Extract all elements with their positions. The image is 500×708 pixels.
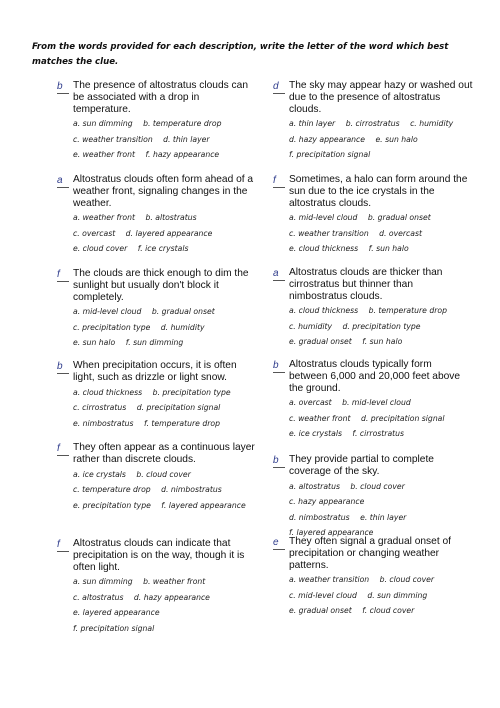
option-list — [73, 304, 257, 351]
question-item — [273, 536, 473, 626]
option: c. hazy appearance — [289, 497, 365, 507]
answer-line — [273, 280, 285, 281]
answer-letter[interactable]: b — [273, 360, 279, 371]
option: a. weather transition — [289, 575, 370, 585]
option: f. sun halo — [362, 337, 403, 347]
option: a. sun dimming — [73, 577, 133, 587]
answer-line — [273, 549, 285, 550]
option: d. overcast — [379, 228, 423, 238]
option: d. hazy appearance — [133, 592, 210, 602]
option: b. cirrostratus — [345, 119, 400, 129]
question-item — [57, 538, 257, 648]
option-list — [289, 395, 473, 442]
option: c. weather transition — [73, 134, 153, 144]
option: e. sun halo — [73, 338, 116, 348]
option: e. gradual onset — [289, 337, 352, 347]
option: b. temperature drop — [368, 306, 447, 316]
option: d. sun dimming — [367, 590, 428, 600]
option: e. precipitation type — [73, 500, 151, 510]
answer-line — [57, 455, 69, 456]
option-list — [289, 572, 473, 619]
option: e. nimbostratus — [73, 418, 134, 428]
option: f. precipitation signal — [73, 623, 155, 633]
option: d. hazy appearance — [289, 134, 365, 144]
option: b. cloud cover — [350, 481, 405, 491]
option: f. cirrostratus — [352, 429, 405, 439]
option-list — [73, 467, 257, 514]
option: c. humidity — [410, 119, 454, 129]
option: a. thin layer — [289, 119, 336, 129]
option: d. nimbostratus — [161, 485, 222, 495]
answer-line — [57, 281, 69, 282]
option: f. hazy appearance — [145, 150, 220, 160]
option: c. cirrostratus — [73, 403, 127, 413]
option: e. cloud cover — [73, 244, 128, 254]
option-list — [73, 574, 257, 636]
option: c. temperature drop — [73, 485, 151, 495]
option: b. gradual onset — [151, 307, 215, 317]
answer-letter[interactable]: f — [273, 175, 276, 186]
answer-letter[interactable]: a — [273, 268, 279, 279]
clue-text: Sometimes, a halo can form around the sun due to the ice crystals in the altostratus clouds. — [289, 174, 468, 209]
option: b. cloud cover — [136, 469, 191, 479]
option: f. temperature drop — [143, 418, 220, 428]
instructions: From the words provided for each description, write the letter of the word which best matches the clue. — [32, 42, 449, 67]
option: e. ice crystals — [289, 429, 342, 439]
option: a. cloud thickness — [73, 387, 143, 397]
question-item — [273, 267, 473, 359]
option: e. thin layer — [360, 512, 407, 522]
answer-letter[interactable]: b — [273, 455, 279, 466]
answer-letter[interactable]: d — [273, 81, 279, 92]
option: b. gradual onset — [367, 213, 431, 223]
answer-line — [273, 187, 285, 188]
answer-line — [57, 93, 69, 94]
option: b. precipitation type — [152, 387, 231, 397]
option: c. mid-level cloud — [289, 590, 357, 600]
clue-text: They provide partial to complete coverage of the sky. — [289, 454, 434, 477]
option: f. sun halo — [368, 244, 409, 254]
question-item — [273, 174, 473, 267]
clue-text: Altostratus clouds often form ahead of a weather front, signaling changes in the weather. — [73, 174, 254, 209]
answer-line — [57, 551, 69, 552]
answer-letter[interactable]: b — [57, 81, 63, 92]
option: b. cloud cover — [379, 575, 435, 585]
option: a. ice crystals — [73, 469, 126, 479]
option: a. weather front — [73, 213, 136, 223]
option: d. humidity — [160, 322, 205, 332]
option-list — [289, 116, 473, 163]
question-item — [273, 359, 473, 454]
option-list — [289, 210, 473, 257]
question-item — [57, 174, 257, 268]
answer-line — [57, 373, 69, 374]
option: e. weather front — [73, 150, 136, 160]
clue-text: The sky may appear hazy or washed out due to the presence of altostratus clouds. — [289, 80, 473, 115]
answer-line — [273, 467, 285, 468]
answer-line — [57, 187, 69, 188]
answer-line — [273, 372, 285, 373]
option: a. altostratus — [289, 481, 340, 491]
question-item — [57, 80, 257, 174]
question-item — [57, 442, 257, 538]
answer-letter[interactable]: f — [57, 269, 60, 280]
option: d. layered appearance — [125, 228, 213, 238]
option: f. sun dimming — [125, 338, 184, 348]
option: d. nimbostratus — [289, 512, 350, 522]
question-item — [273, 454, 473, 536]
option: f. precipitation signal — [289, 150, 371, 160]
option: e. layered appearance — [73, 608, 160, 618]
option: f. layered appearance — [161, 500, 246, 510]
option: b. mid-level cloud — [342, 398, 411, 408]
option: d. thin layer — [163, 134, 210, 144]
option-list — [73, 385, 257, 432]
question-item — [57, 268, 257, 360]
clue-text: Altostratus clouds typically form between 6,000 and 20,000 feet above the ground. — [289, 359, 461, 394]
question-item — [273, 80, 473, 174]
right-column — [273, 80, 473, 626]
option: e. sun halo — [375, 134, 418, 144]
clue-text: Altostratus clouds can indicate that precipitation is on the way, though it is often light. — [73, 538, 245, 573]
option: c. altostratus — [73, 592, 124, 602]
option: f. layered appearance — [289, 528, 374, 538]
clue-text: The clouds are thick enough to dim the sunlight but usually don't block it completely. — [73, 268, 249, 303]
clue-text: They often appear as a continuous layer rather than discrete clouds. — [73, 442, 255, 465]
answer-letter[interactable]: f — [57, 539, 60, 550]
answer-letter[interactable]: f — [57, 443, 60, 454]
answer-letter[interactable]: b — [57, 361, 63, 372]
option-list — [289, 479, 473, 541]
option-list — [289, 303, 473, 350]
option: a. overcast — [289, 398, 332, 408]
left-column — [57, 80, 257, 648]
clue-text: They often signal a gradual onset of precipitation or changing weather patterns. — [289, 536, 451, 571]
question-item — [57, 360, 257, 442]
option: d. precipitation type — [342, 321, 421, 331]
option: b. weather front — [143, 577, 206, 587]
option: f. ice crystals — [137, 244, 189, 254]
option: a. mid-level cloud — [73, 307, 142, 317]
clue-text: When precipitation occurs, it is often light, such as drizzle or light snow. — [73, 360, 237, 383]
answer-letter[interactable]: e — [273, 537, 279, 548]
option: c. weather transition — [289, 228, 369, 238]
option: b. temperature drop — [143, 119, 222, 129]
option-list — [73, 210, 257, 257]
option: d. precipitation signal — [360, 413, 445, 423]
option: a. mid-level cloud — [289, 213, 358, 223]
option: c. humidity — [289, 321, 333, 331]
answer-line — [273, 93, 285, 94]
option: d. precipitation signal — [136, 403, 221, 413]
option: c. overcast — [73, 228, 116, 238]
option: c. precipitation type — [73, 322, 151, 332]
option: e. gradual onset — [289, 606, 352, 616]
clue-text: The presence of altostratus clouds can be associated with a drop in temperature. — [73, 80, 248, 115]
clue-text: Altostratus clouds are thicker than cirrostratus but thinner than nimbostratus clouds. — [289, 267, 443, 302]
option: b. altostratus — [145, 213, 197, 223]
option: a. cloud thickness — [289, 306, 359, 316]
option: f. cloud cover — [362, 606, 415, 616]
option: c. weather front — [289, 413, 351, 423]
option: e. cloud thickness — [289, 244, 359, 254]
answer-letter[interactable]: a — [57, 175, 63, 186]
option: a. sun dimming — [73, 119, 133, 129]
option-list — [73, 116, 257, 163]
